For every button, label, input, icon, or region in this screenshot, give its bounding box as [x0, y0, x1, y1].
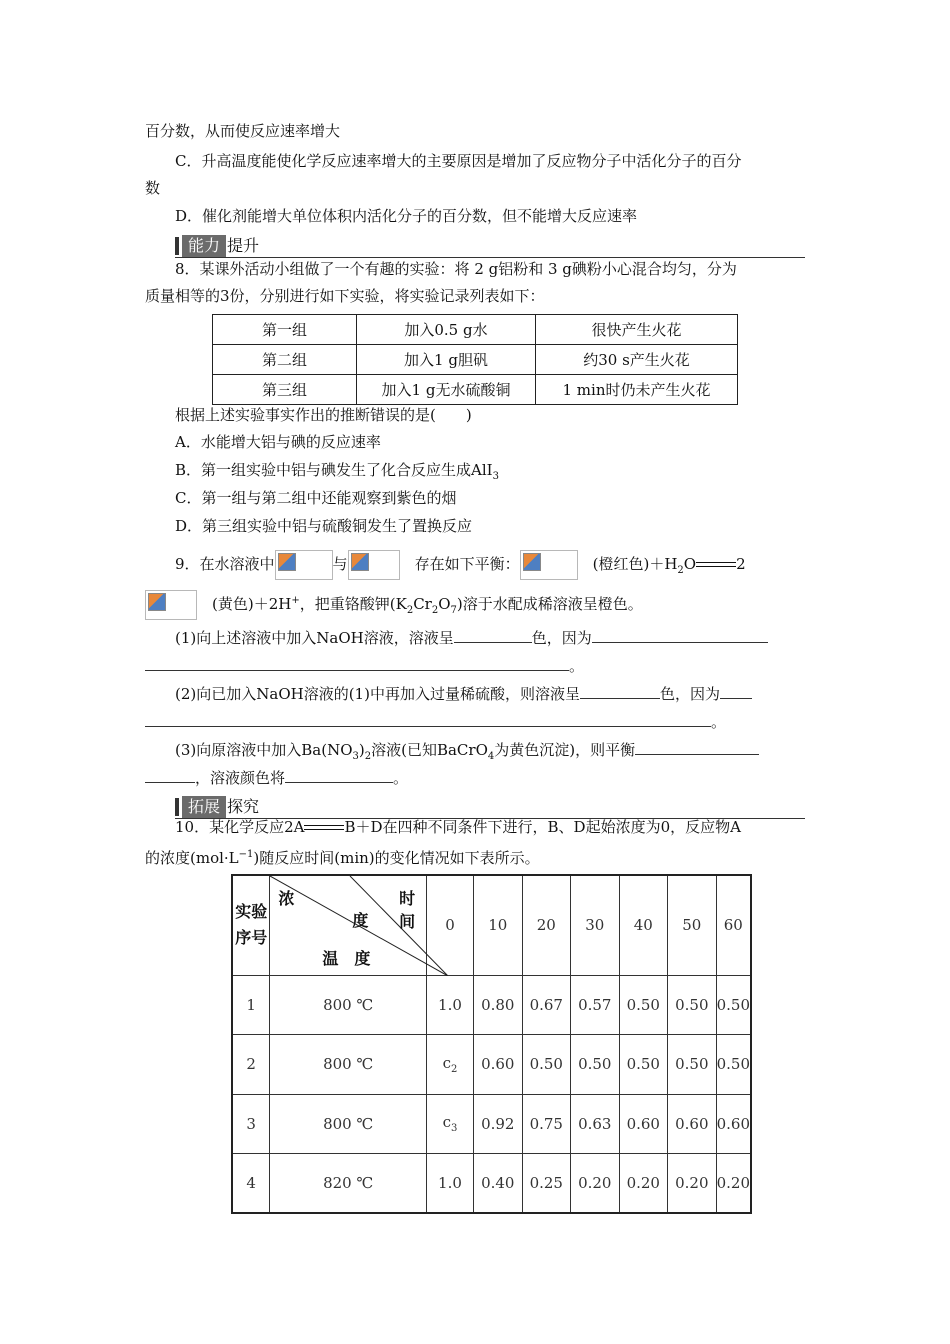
- header-du-label: 度: [352, 911, 369, 930]
- header-temp-label: 温 度: [322, 949, 371, 968]
- row-value: 0.20: [716, 1153, 751, 1213]
- row-temp: 800 ℃: [270, 975, 427, 1034]
- q10-stem-line1: 10．某化学反应2A B＋D在四种不同条件下进行，B、D起始浓度为0，反应物A: [175, 818, 741, 836]
- header-time: 30: [571, 875, 620, 975]
- row-value: 0.20: [619, 1153, 668, 1213]
- table-cell: 约30 s产生火花: [536, 345, 738, 375]
- header-seq: 实验 序号: [232, 875, 270, 975]
- table-header-row: [232, 875, 751, 975]
- header-time: 10: [474, 875, 523, 975]
- header-time: 20: [522, 875, 571, 975]
- image-icon: [278, 553, 296, 571]
- q8-option-b: B．第一组实验中铝与碘发生了化合反应生成AlI$_3$: [175, 461, 499, 482]
- q9-sub2-cont: 。: [145, 710, 726, 733]
- image-icon: [351, 553, 369, 571]
- answer-blank[interactable]: [454, 626, 532, 643]
- row-value: 0.75: [522, 1094, 571, 1153]
- table-cell: 加入1 g胆矾: [357, 345, 536, 375]
- header-time: 50: [668, 875, 717, 975]
- row-temp: 820 ℃: [270, 1153, 427, 1213]
- row-temp: 800 ℃: [270, 1094, 427, 1153]
- answer-blank[interactable]: [720, 682, 752, 699]
- equilibrium-arrow-icon: [304, 823, 344, 833]
- q8-question: 根据上述实验事实作出的推断错误的是( ): [175, 406, 472, 424]
- row-value: 0.20: [571, 1153, 620, 1213]
- row-value: 0.63: [571, 1094, 620, 1153]
- row-id: 3: [232, 1094, 270, 1153]
- row-initial: $c_3$: [426, 1094, 473, 1153]
- row-temp: 800 ℃: [270, 1034, 427, 1094]
- section-bar: [175, 237, 179, 255]
- row-value: 0.50: [668, 1034, 717, 1094]
- table-cell: 很快产生火花: [536, 315, 738, 345]
- formula-image-placeholder: [520, 550, 578, 580]
- q9-sub2: (2)向已加入NaOH溶液的(1)中再加入过量稀硫酸，则溶液呈 色，因为: [175, 682, 752, 705]
- answer-blank[interactable]: [592, 626, 768, 643]
- table-cell: 第三组: [213, 375, 357, 405]
- q7-continuation: 百分数，从而使反应速率增大: [145, 122, 341, 140]
- row-value: 0.60: [474, 1034, 523, 1094]
- formula-image-placeholder: [145, 590, 197, 620]
- image-icon: [523, 553, 541, 571]
- table-row: [232, 1094, 751, 1153]
- formula-image-placeholder: [275, 550, 333, 580]
- formula-image-placeholder: [348, 550, 400, 580]
- row-value: 0.60: [619, 1094, 668, 1153]
- row-id: 1: [232, 975, 270, 1034]
- image-icon: [148, 593, 166, 611]
- q8-table: [212, 314, 738, 405]
- q7-option-d: D．催化剂能增大单位体积内活化分子的百分数，但不能增大反应速率: [175, 207, 638, 225]
- answer-blank[interactable]: [145, 654, 569, 671]
- section-bar: [175, 798, 179, 816]
- row-value: 0.40: [474, 1153, 523, 1213]
- q9-sub1-cont: 。: [145, 654, 584, 677]
- table-row: [232, 1034, 751, 1094]
- q8-stem-line1: 8．某课外活动小组做了一个有趣的实验：将 2 g铝粉和 3 g碘粉小心混合均匀，分为: [175, 260, 737, 278]
- header-time-label: 时 间: [399, 889, 432, 931]
- q9-sub1: (1)向上述溶液中加入NaOH溶液，溶液呈 色，因为: [175, 626, 768, 649]
- header-time: 60: [716, 875, 751, 975]
- row-id: 2: [232, 1034, 270, 1094]
- row-value: 0.50: [716, 1034, 751, 1094]
- row-value: 0.80: [474, 975, 523, 1034]
- row-value: 0.92: [474, 1094, 523, 1153]
- table-row: [213, 315, 738, 345]
- q8-option-c: C．第一组与第二组中还能观察到紫色的烟: [175, 489, 457, 507]
- table-row: [213, 345, 738, 375]
- equilibrium-arrow-icon: [696, 560, 736, 570]
- table-row: [232, 975, 751, 1034]
- header-conc-label: 浓: [278, 889, 295, 908]
- answer-blank[interactable]: [145, 710, 711, 727]
- table-row: [213, 375, 738, 405]
- table-cell: 加入0.5 g水: [357, 315, 536, 345]
- row-value: 0.25: [522, 1153, 571, 1213]
- table-cell: 1 min时仍未产生火花: [536, 375, 738, 405]
- row-initial: 1.0: [426, 975, 473, 1034]
- section-title-rest: 提升: [227, 236, 260, 255]
- q9-paragraph-line1: 9．在水溶液中 与 存在如下平衡： (橙红色)$+H_2O$ 2: [175, 550, 746, 582]
- q9-sub3: (3)向原溶液中加入$Ba(NO_3)_2$溶液(已知BaCrO$_4$为黄色沉淀)，则平衡: [175, 738, 759, 768]
- q7-option-c-cont: 数: [145, 179, 161, 197]
- row-value: 0.50: [619, 975, 668, 1034]
- answer-blank[interactable]: [285, 766, 393, 783]
- answer-blank[interactable]: [580, 682, 660, 699]
- row-value: 0.60: [668, 1094, 717, 1153]
- row-value: 0.67: [522, 975, 571, 1034]
- row-value: 0.50: [571, 1034, 620, 1094]
- table-cell: 第一组: [213, 315, 357, 345]
- section-header-ability: [175, 235, 805, 258]
- header-diagonal-cell: [270, 875, 432, 975]
- row-value: 0.57: [571, 975, 620, 1034]
- table-row: [232, 1153, 751, 1213]
- row-value: 0.50: [716, 975, 751, 1034]
- row-value: 0.20: [668, 1153, 717, 1213]
- header-time: 0: [426, 875, 473, 975]
- q8-option-a: A．水能增大铝与碘的反应速率: [175, 433, 381, 451]
- table-cell: 第二组: [213, 345, 357, 375]
- q9-paragraph-line2: (黄色)＋2H+，把重铬酸钾$(K_2Cr_2O_7)$溶于水配成稀溶液呈橙色。: [145, 590, 643, 622]
- table-cell: 加入1 g无水硫酸铜: [357, 375, 536, 405]
- header-time: 40: [619, 875, 668, 975]
- row-initial: $c_2$: [426, 1034, 473, 1094]
- q7-option-c: C．升高温度能使化学反应速率增大的主要原因是增加了反应物分子中活化分子的百分: [175, 152, 742, 170]
- row-id: 4: [232, 1153, 270, 1213]
- row-value: 0.60: [716, 1094, 751, 1153]
- row-value: 0.50: [668, 975, 717, 1034]
- q10-stem-line2: 的浓度$(mol\cdot L^{-1})$随反应时间(min)的变化情况如下表所示。: [145, 849, 540, 867]
- q8-option-d: D．第三组实验中铝与硫酸铜发生了置换反应: [175, 517, 473, 535]
- q9-sub3-cont: ，溶液颜色将 。: [145, 766, 408, 789]
- section-tag: 拓展: [182, 796, 226, 818]
- row-value: 0.50: [522, 1034, 571, 1094]
- answer-blank[interactable]: [635, 738, 759, 755]
- q8-stem-line2: 质量相等的3份，分别进行如下实验，将实验记录列表如下：: [145, 287, 545, 305]
- answer-blank[interactable]: [145, 766, 195, 783]
- section-tag: 能力: [182, 235, 226, 257]
- section-title-rest: 探究: [227, 797, 260, 816]
- row-value: 0.50: [619, 1034, 668, 1094]
- row-initial: 1.0: [426, 1153, 473, 1213]
- q10-table: [231, 874, 752, 1214]
